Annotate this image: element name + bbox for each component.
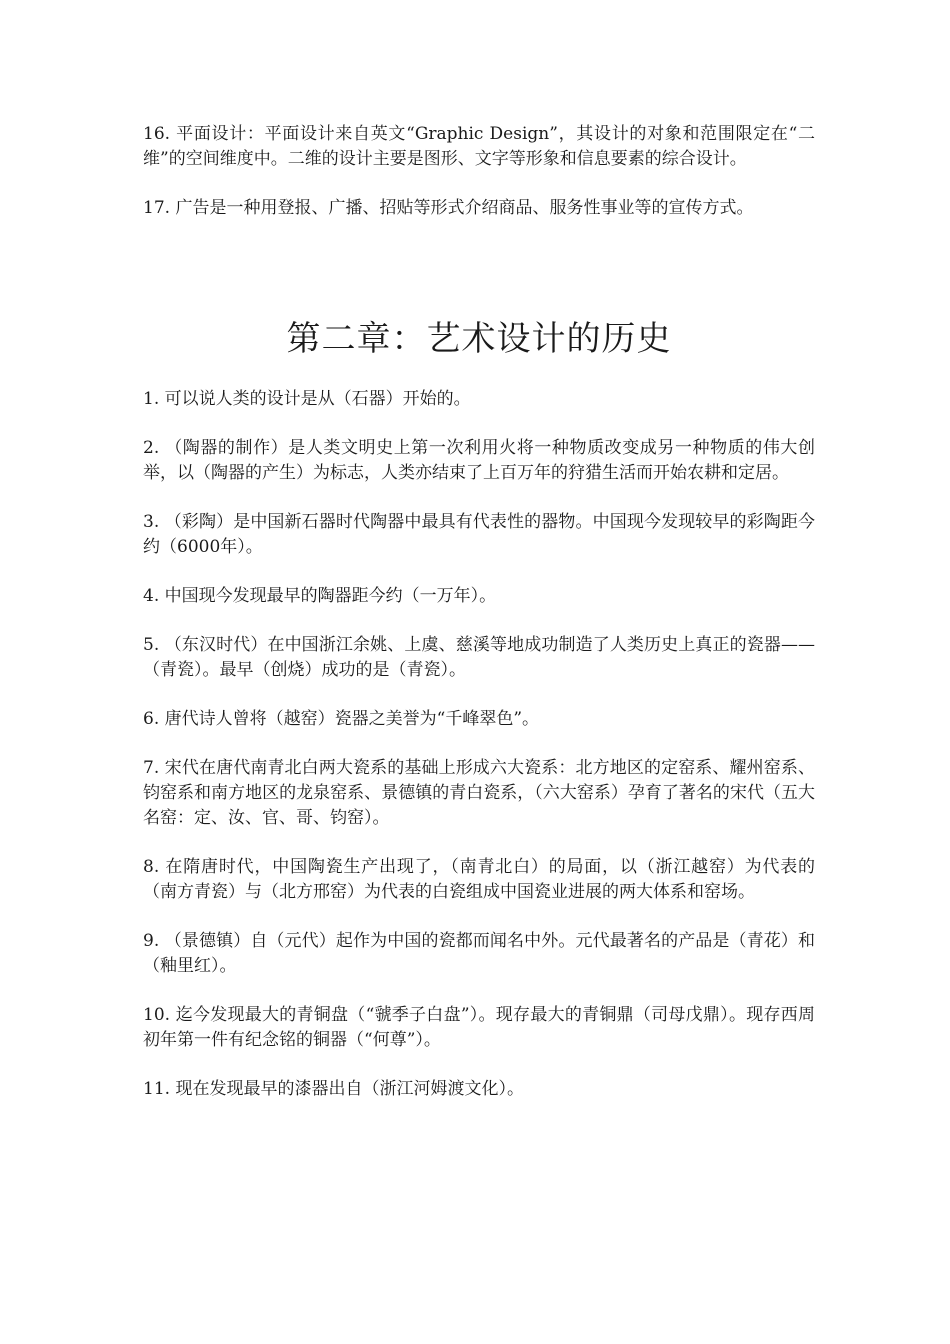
- document-page: [143, 122, 815, 1102]
- list-item-1: 1. 可以说人类的设计是从（石器）开始的。: [143, 389, 471, 409]
- list-item-11: 11. 现在发现最早的漆器出自（浙江河姆渡文化）。: [143, 1079, 524, 1099]
- list-item-9: 9. （景德镇）自（元代）起作为中国的瓷都而闻名中外。元代最著名的产品是（青花）和（釉里红）。: [143, 931, 815, 976]
- chapter-title: 第二章：艺术设计的历史: [286, 319, 672, 359]
- list-item-5: 5. （东汉时代）在中国浙江余姚、上虞、慈溪等地成功制造了人类历史上真正的瓷器——（青瓷）。最早（创烧）成功的是（青瓷）。: [143, 635, 815, 680]
- intro-item-16: 16. 平面设计：平面设计来自英文“Graphic Design”，其设计的对象和范围限定在“二维”的空间维度中。二维的设计主要是图形、文字等形象和信息要素的综合设计。: [143, 124, 815, 169]
- list-item-4: 4. 中国现今发现最早的陶器距今约（一万年）。: [143, 586, 497, 606]
- list-item-7: 7. 宋代在唐代南青北白两大瓷系的基础上形成六大瓷系：北方地区的定窑系、耀州窑系、钧窑系和南方地区的龙泉窑系、景德镇的青白瓷系，（六大窑系）孕育了著名的宋代（五大名窑：定、汝、官、哥、钧窑）。: [143, 758, 815, 828]
- list-item-6: 6. 唐代诗人曾将（越窑）瓷器之美誉为“千峰翠色”。: [143, 709, 540, 729]
- list-item-2: 2. （陶器的制作）是人类文明史上第一次利用火将一种物质改变成另一种物质的伟大创举，以（陶器的产生）为标志，人类亦结束了上百万年的狩猎生活而开始农耕和定居。: [143, 438, 815, 483]
- list-item-3: 3. （彩陶）是中国新石器时代陶器中最具有代表性的器物。中国现今发现较早的彩陶距今约（6000年）。: [143, 512, 815, 557]
- list-item-8: 8. 在隋唐时代，中国陶瓷生产出现了，（南青北白）的局面，以（浙江越窑）为代表的（南方青瓷）与（北方邢窑）为代表的白瓷组成中国瓷业进展的两大体系和窑场。: [143, 857, 815, 902]
- intro-item-17: 17. 广告是一种用登报、广播、招贴等形式介绍商品、服务性事业等的宣传方式。: [143, 198, 754, 218]
- list-item-10: 10. 迄今发现最大的青铜盘（“虢季子白盘”）。现存最大的青铜鼎（司母戊鼎）。现存西周初年第一件有纪念铭的铜器（“何尊”）。: [143, 1005, 815, 1050]
